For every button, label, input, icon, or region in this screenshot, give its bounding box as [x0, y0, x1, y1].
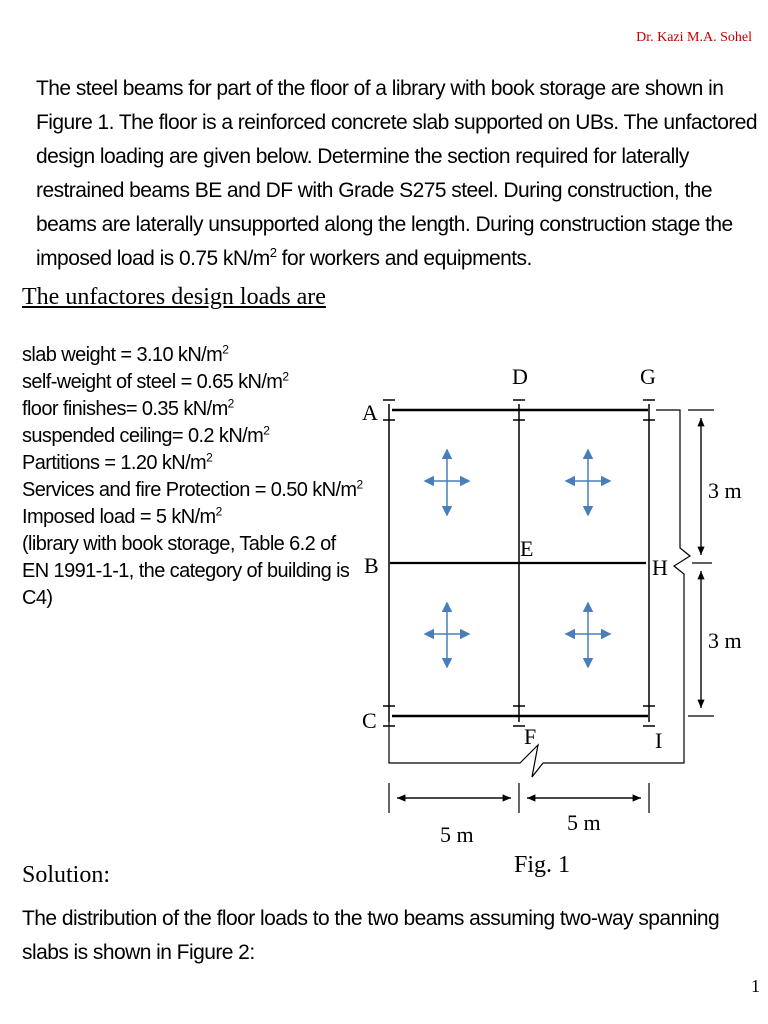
- two-way-span-icon: [566, 450, 610, 515]
- dimension-label: 3 m: [708, 628, 742, 653]
- load-item: Services and fire Protection = 0.50 $kN/m^2$: [22, 477, 363, 501]
- node-label-g: G: [640, 364, 656, 389]
- break-lines: [389, 410, 690, 777]
- loads-heading: The unfactores design loads are: [22, 284, 326, 310]
- span-arrows: [425, 450, 610, 667]
- node-label-e: E: [520, 536, 534, 561]
- horizontal-dimension: [389, 783, 649, 813]
- problem-text-end: for workers and equipments.: [276, 247, 532, 270]
- node-label-f: F: [524, 724, 537, 749]
- dimension-label: 5 m: [440, 822, 474, 847]
- node-label-d: D: [512, 364, 528, 389]
- node-label-c: C: [362, 708, 377, 733]
- load-item: Imposed load = 5 $kN/m^2$: [22, 504, 222, 528]
- author-name: Dr. Kazi M.A. Sohel: [636, 30, 752, 45]
- page-number: 1: [751, 976, 760, 996]
- problem-text: The steel beams for part of the floor of a library with book storage are shown in Figure 1. The floor is a reinforced concrete slab supported on UBs. The unfactored design loading are given below. Determine the section required for laterally restrained beams BE and DF with Grade S275 steel. During construction, the beams are laterally unsupported along the length. During construction stage the imposed load is 0.75 kN/m: [36, 77, 758, 270]
- two-way-span-icon: [566, 603, 610, 667]
- solution-text: The distribution of the floor loads to the two beams assuming two-way spanning slabs is shown in Figure 2:: [22, 907, 720, 964]
- vertical-dimension: [688, 410, 714, 716]
- node-label-i: I: [655, 728, 663, 753]
- figure-caption: Fig. 1: [514, 852, 571, 878]
- dimension-label: 5 m: [567, 810, 601, 835]
- load-item: floor finishes= 0.35 $kN/m^2$: [22, 396, 234, 420]
- node-label-a: A: [362, 400, 378, 425]
- solution-heading: Solution:: [22, 862, 111, 888]
- loads-note: (library with book storage, Table 6.2 of EN 1991-1-1, the category of building is C4): [22, 533, 350, 609]
- dimension-label: 3 m: [708, 478, 742, 503]
- load-item: slab weight = 3.10 $kN/m^2$: [22, 342, 229, 366]
- two-way-span-icon: [425, 450, 469, 515]
- node-label-b: B: [364, 553, 379, 578]
- problem-superscript: 2: [269, 245, 277, 260]
- load-item: self-weight of steel = 0.65 $kN/m^2$: [22, 369, 289, 393]
- two-way-span-icon: [425, 603, 469, 667]
- load-item: Partitions = 1.20 $kN/m^2$: [22, 450, 213, 474]
- load-item: suspended ceiling= 0.2 $kN/m^2$: [22, 423, 270, 447]
- node-label-h: H: [652, 555, 668, 580]
